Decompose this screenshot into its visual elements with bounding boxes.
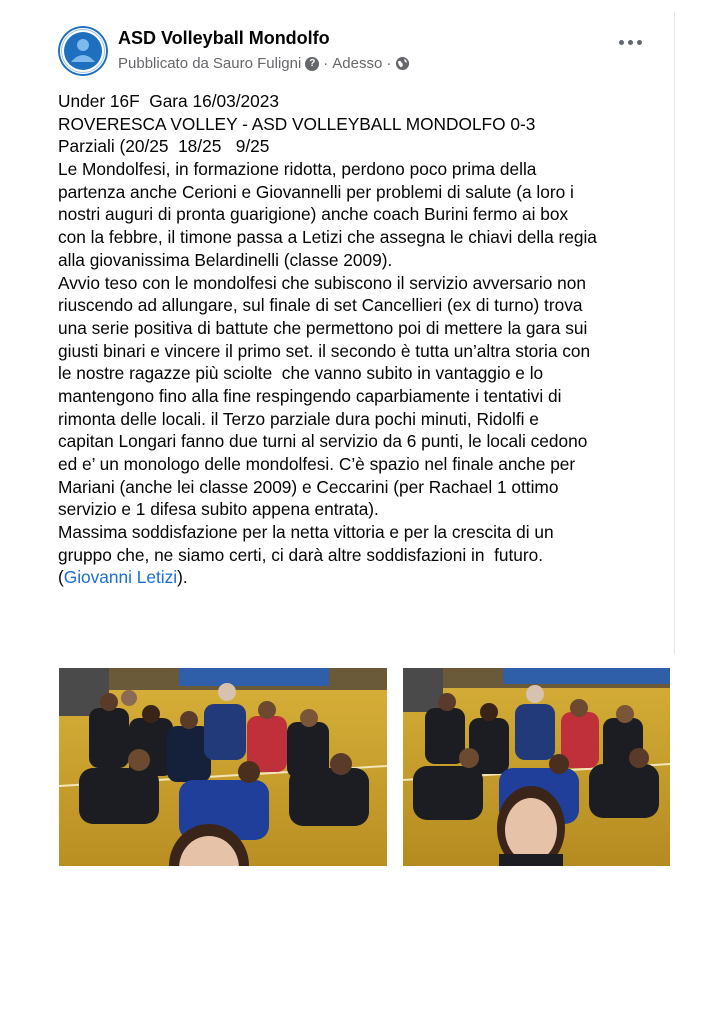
- dot: [637, 40, 642, 45]
- post-line: mantengono fino alla fine respingendo caparbiamente i tentativi di: [58, 385, 562, 406]
- post-line: Parziali (20/25 18/25 9/25: [58, 136, 270, 157]
- post-line: le nostre ragazze più sciolte che vanno subito in vantaggio e lo: [58, 363, 544, 384]
- post-line: giusti binari e vincere il primo set. il secondo è tutta un’altra storia con: [58, 340, 591, 361]
- post-line: Avvio teso con le mondolfesi che subiscono il servizio avversario non: [58, 272, 586, 293]
- mention-link[interactable]: Giovanni Letizi: [63, 567, 178, 588]
- post-line: servizio e 1 difesa subito appena entrata).: [58, 499, 379, 520]
- post-line: riuscendo ad allungare, sul finale di set Cancellieri (ex di turno) trova: [58, 295, 583, 316]
- dot: [628, 40, 633, 45]
- page-name[interactable]: ASD Volleyball Mondolfo: [118, 28, 330, 48]
- meta-separator: ·: [323, 55, 329, 72]
- page-avatar[interactable]: [58, 26, 108, 76]
- meta-separator-2: ·: [386, 55, 392, 72]
- more-options-icon[interactable]: [615, 36, 646, 49]
- team-photo-2: [403, 668, 670, 866]
- dot: [619, 40, 624, 45]
- post-credit-line: [58, 566, 670, 589]
- credit-close: ).: [177, 567, 188, 588]
- post-line: ROVERESCA VOLLEY - ASD VOLLEYBALL MONDOLFO 0-3: [58, 113, 536, 134]
- post-line: una serie positiva di battute che permettono poi di mettere la gara sui: [58, 317, 588, 338]
- post-photo-1[interactable]: [59, 668, 387, 866]
- post-line: ed e’ un monologo delle mondolfesi. C’è spazio nel finale anche per: [58, 454, 576, 474]
- post-meta: [118, 55, 410, 72]
- post-line: Under 16F Gara 16/03/2023: [58, 91, 279, 111]
- team-photo-1: [59, 668, 387, 866]
- post-text: [58, 90, 670, 589]
- post-line: alla giovanissima Belardinelli (classe 2009).: [58, 249, 393, 270]
- globe-icon[interactable]: [395, 56, 410, 71]
- author-link[interactable]: Sauro Fuligni: [212, 55, 302, 72]
- post-line: capitan Longari fanno due turni al servizio da 6 punti, le locali cedono: [58, 431, 588, 452]
- post-card: [44, 12, 675, 654]
- post-line: partenza anche Cerioni e Giovannelli per problemi di salute (a loro i: [58, 181, 574, 202]
- post-line: gruppo che, ne siamo certi, ci darà altre soddisfazioni in futuro.: [58, 544, 544, 565]
- post-line: con la febbre, il timone passa a Letizi che assegna le chiavi della regia: [58, 227, 597, 248]
- club-logo-icon: [58, 26, 108, 76]
- question-icon[interactable]: ?: [305, 57, 319, 71]
- post-time[interactable]: Adesso: [332, 55, 383, 72]
- post-line: rimonta delle locali. il Terzo parziale dura pochi minuti, Ridolfi e: [58, 408, 539, 429]
- post-photo-2[interactable]: [403, 668, 670, 866]
- post-line: nostri auguri di pronta guarigione) anche coach Burini fermo ai box: [58, 204, 569, 225]
- published-prefix: Pubblicato da: [118, 55, 209, 72]
- credit-open: (: [58, 567, 64, 588]
- post-line: Le Mondolfesi, in formazione ridotta, perdono poco prima della: [58, 159, 537, 180]
- post-line: Massima soddisfazione per la netta vittoria e per la crescita di un: [58, 522, 554, 543]
- post-line: Mariani (anche lei classe 2009) e Ceccarini (per Rachael 1 ottimo: [58, 476, 559, 497]
